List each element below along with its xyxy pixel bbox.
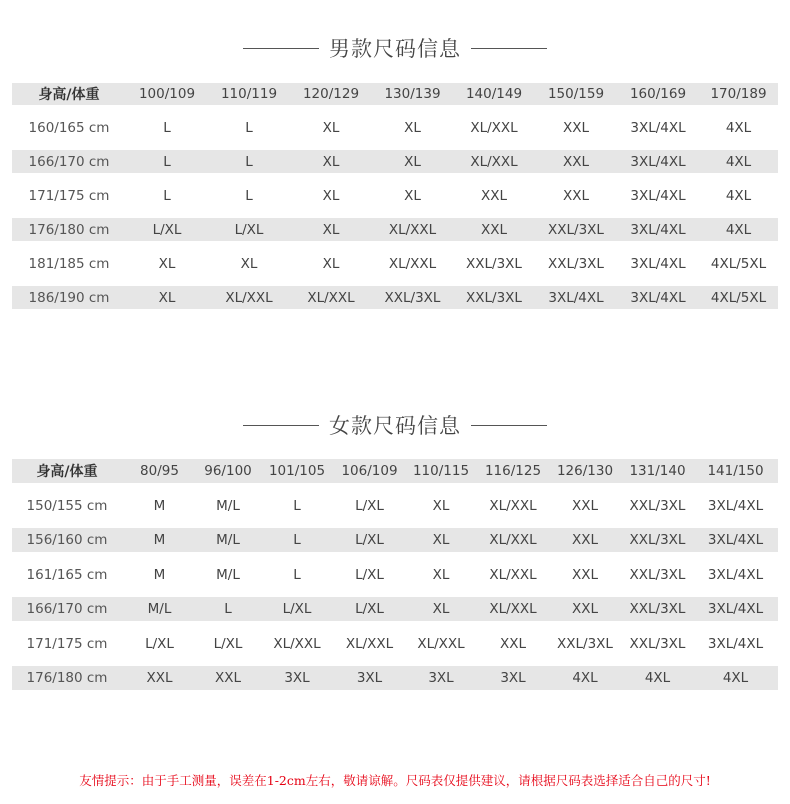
height-range-cell: 150/155 cm — [26, 497, 108, 514]
size-cell: 3XL/4XL — [707, 635, 764, 652]
size-cell: 3XL/4XL — [707, 497, 764, 514]
table-row — [12, 150, 778, 173]
size-cell: XXL — [571, 566, 599, 583]
size-cell: 4XL/5XL — [710, 255, 767, 272]
size-cell: 4XL — [572, 670, 598, 686]
weight-range-header: 126/130 — [556, 463, 614, 479]
table-row — [12, 528, 778, 552]
size-cell: M/L — [216, 566, 240, 583]
size-cell: L — [293, 497, 301, 514]
size-cell: 3XL/4XL — [630, 187, 686, 204]
size-cell: 3XL — [500, 670, 526, 686]
size-cell: XL — [322, 255, 340, 272]
size-cell: L/XL — [282, 601, 312, 617]
table-row — [12, 218, 778, 241]
size-cell: 3XL/4XL — [630, 153, 686, 170]
table-header-row — [12, 83, 778, 105]
size-cell: 4XL — [644, 670, 671, 686]
size-cell: M/L — [216, 532, 240, 548]
size-cell: XL/XXL — [273, 635, 321, 652]
size-cell: L — [163, 119, 171, 136]
size-cell: XL/XXL — [489, 601, 537, 617]
weight-range-header: 120/129 — [302, 86, 360, 102]
women-title-text: 女款尺码信息 — [329, 414, 461, 438]
size-cell: L/XL — [213, 635, 243, 652]
table-row — [12, 621, 778, 666]
table-row — [12, 241, 778, 286]
title-divider-right — [471, 48, 547, 49]
size-cell: XL/XXL — [470, 153, 518, 170]
size-cell: M — [153, 497, 166, 514]
size-cell: XL/XXL — [489, 566, 537, 583]
size-tip-note: 友情提示：由于手工测量，误差在1-2cm左右，敬请谅解。尺码表仅提供建议，请根据尺码表选择适合自己的尺寸! — [79, 773, 711, 788]
size-cell: M/L — [147, 601, 172, 617]
weight-range-header: 131/140 — [629, 463, 686, 479]
size-cell: XXL — [571, 497, 599, 514]
title-divider-right — [471, 425, 547, 426]
size-cell: XXL/3XL — [629, 497, 686, 514]
table-row — [12, 483, 778, 528]
height-weight-header: 身高/体重 — [38, 87, 100, 103]
height-range-cell: 161/165 cm — [26, 566, 108, 583]
table-row — [12, 552, 778, 597]
size-cell: 3XL/4XL — [630, 289, 686, 306]
weight-range-header: 101/105 — [268, 463, 326, 479]
size-cell: XL — [322, 119, 340, 136]
size-cell: L — [163, 153, 171, 170]
size-cell: XXL — [146, 670, 173, 686]
size-cell: XL — [240, 255, 258, 272]
table-row — [12, 286, 778, 309]
size-cell: L/XL — [152, 221, 182, 238]
size-cell: 4XL/5XL — [710, 289, 767, 306]
size-cell: 3XL/4XL — [707, 601, 764, 617]
height-range-cell: 171/175 cm — [28, 187, 110, 204]
size-cell: XL/XXL — [307, 289, 355, 306]
size-cell: XXL/3XL — [466, 289, 522, 306]
size-cell: XL — [404, 153, 421, 170]
title-divider-left — [243, 48, 319, 49]
weight-range-header: 150/159 — [547, 86, 605, 102]
weight-range-header: 110/115 — [412, 463, 470, 479]
height-range-cell: 166/170 cm — [28, 153, 110, 170]
size-cell: XL — [158, 289, 176, 306]
size-cell: XL — [432, 497, 450, 514]
size-cell: L/XL — [355, 566, 384, 583]
size-cell: 3XL/4XL — [707, 566, 764, 583]
size-cell: XXL — [480, 221, 508, 238]
table-row — [12, 597, 778, 621]
size-cell: 4XL — [725, 221, 752, 238]
size-cell: XL — [432, 532, 450, 548]
size-cell: XL — [322, 187, 340, 204]
weight-range-header: 100/109 — [138, 86, 196, 102]
size-cell: XL — [432, 601, 450, 617]
weight-range-header: 140/149 — [465, 86, 523, 102]
size-cell: L — [293, 532, 301, 548]
height-range-cell: 156/160 cm — [26, 532, 108, 548]
size-cell: L/XL — [355, 532, 384, 548]
size-cell: 3XL/4XL — [630, 255, 686, 272]
size-cell: L — [293, 566, 301, 583]
size-cell: 3XL/4XL — [630, 119, 686, 136]
size-cell: XXL — [562, 153, 590, 170]
size-cell: XXL — [480, 187, 508, 204]
weight-range-header: 106/109 — [341, 463, 398, 479]
size-cell: XXL/3XL — [629, 635, 686, 652]
size-cell: XL/XXL — [388, 255, 437, 272]
height-weight-header: 身高/体重 — [36, 464, 98, 480]
size-cell: 3XL/4XL — [707, 532, 764, 548]
size-cell: XXL/3XL — [629, 566, 686, 583]
table-row — [12, 105, 778, 150]
size-cell: XL — [322, 153, 340, 170]
size-cell: XL/XXL — [489, 497, 537, 514]
height-range-cell: 160/165 cm — [28, 119, 110, 136]
weight-range-header: 170/189 — [710, 86, 767, 102]
weight-range-header: 160/169 — [629, 86, 687, 102]
size-cell: XXL — [562, 119, 590, 136]
size-cell: XXL/3XL — [557, 635, 613, 652]
height-range-cell: 171/175 cm — [26, 635, 108, 652]
size-cell: L/XL — [355, 497, 384, 514]
size-cell: XL/XXL — [489, 532, 537, 548]
weight-range-header: 80/95 — [140, 463, 179, 479]
size-cell: L — [245, 153, 253, 170]
size-cell: XXL — [571, 601, 599, 617]
size-cell: XL — [404, 187, 421, 204]
size-cell: XL/XXL — [388, 221, 437, 238]
weight-range-header: 141/150 — [707, 463, 764, 479]
height-range-cell: 176/180 cm — [26, 670, 108, 686]
size-cell: 4XL — [725, 153, 752, 170]
women-size-table — [12, 459, 778, 690]
size-cell: L/XL — [234, 221, 264, 238]
weight-range-header: 96/100 — [204, 463, 252, 479]
size-cell: 3XL/4XL — [548, 289, 604, 306]
men-title-text: 男款尺码信息 — [329, 37, 461, 61]
size-cell: 3XL — [428, 670, 454, 686]
size-cell: XXL/3XL — [466, 255, 522, 272]
size-cell: XL — [158, 255, 176, 272]
weight-range-header: 110/119 — [220, 86, 278, 102]
weight-range-header: 130/139 — [384, 86, 441, 102]
size-cell: L/XL — [145, 635, 174, 652]
height-range-cell: 166/170 cm — [26, 601, 108, 617]
height-range-cell: 186/190 cm — [28, 289, 110, 306]
size-cell: XXL — [499, 635, 527, 652]
size-cell: XXL/3XL — [384, 289, 441, 306]
size-cell: L — [224, 601, 232, 617]
size-cell: XXL/3XL — [629, 601, 686, 617]
table-row — [12, 173, 778, 218]
size-cell: L — [245, 187, 253, 204]
size-cell: XL — [432, 566, 450, 583]
weight-range-header: 116/125 — [484, 463, 542, 479]
size-cell: L — [163, 187, 171, 204]
title-divider-left — [243, 425, 319, 426]
size-cell: M — [153, 566, 166, 583]
size-cell: XL — [404, 119, 421, 136]
size-cell: M — [153, 532, 166, 548]
size-cell: XXL/3XL — [548, 255, 604, 272]
size-cell: XL/XXL — [225, 289, 273, 306]
size-cell: 3XL — [356, 670, 383, 686]
table-row — [12, 666, 778, 690]
size-cell: L — [245, 119, 253, 136]
women-section-title — [0, 410, 790, 440]
size-cell: XL/XXL — [345, 635, 394, 652]
size-cell: L/XL — [355, 601, 384, 617]
men-size-table — [12, 83, 778, 309]
size-cell: XXL — [562, 187, 590, 204]
size-cell: XXL — [571, 532, 599, 548]
size-cell: 3XL/4XL — [630, 221, 686, 238]
size-cell: 3XL — [284, 670, 310, 686]
height-range-cell: 176/180 cm — [28, 221, 110, 238]
men-section-title — [0, 33, 790, 63]
size-cell: XL/XXL — [470, 119, 518, 136]
size-cell: XL — [322, 221, 340, 238]
size-cell: XXL — [214, 670, 242, 686]
size-cell: XXL/3XL — [629, 532, 686, 548]
size-cell: M/L — [216, 497, 240, 514]
size-cell: 4XL — [722, 670, 749, 686]
size-cell: XL/XXL — [417, 635, 465, 652]
table-header-row — [12, 459, 778, 483]
size-cell: 4XL — [725, 119, 752, 136]
size-cell: XXL/3XL — [548, 221, 604, 238]
height-range-cell: 181/185 cm — [28, 255, 110, 272]
size-cell: 4XL — [725, 187, 752, 204]
